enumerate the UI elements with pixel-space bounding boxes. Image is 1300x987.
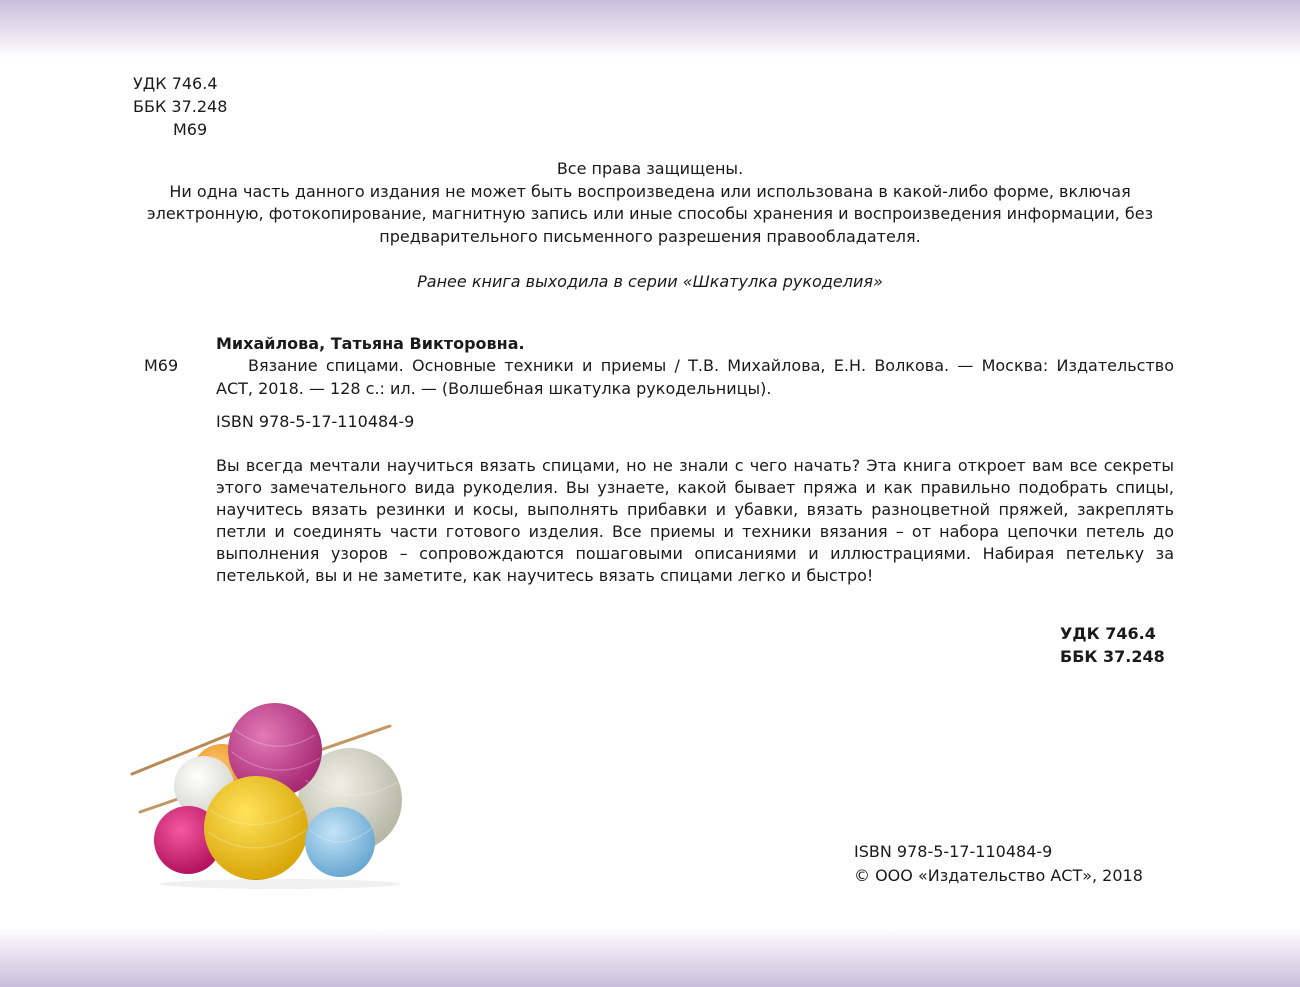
rights-line-2: Ни одна часть данного издания не может быть воспроизведена или использована в какой-либо форме, включая xyxy=(169,181,1131,201)
catalog-isbn: ISBN 978-5-17-110484-9 xyxy=(216,412,415,431)
yarn-balls-illustration xyxy=(130,690,410,890)
rights-line-4: предварительного письменного разрешения правообладателя. xyxy=(379,226,921,246)
rights-line-1: Все права защищены. xyxy=(556,159,744,178)
publisher-isbn: ISBN 978-5-17-110484-9 xyxy=(854,842,1053,861)
series-note: Ранее книга выходила в серии «Шкатулка рукоделия» xyxy=(417,272,883,291)
publisher-info xyxy=(854,840,1143,888)
classification-codes-top xyxy=(133,72,227,141)
top-decorative-band xyxy=(0,0,1300,58)
bbk-code-bottom: ББК 37.248 xyxy=(1060,647,1165,666)
rights-line-3: электронную, фотокопирование, магнитную запись или иные способы хранения и воспроизведения информации, без xyxy=(146,204,1154,223)
classification-codes-bottom xyxy=(1060,622,1165,668)
udk-code-bottom: УДК 746.4 xyxy=(1060,624,1156,643)
catalog-author: Михайлова, Татьяна Викторовна. xyxy=(216,334,525,353)
bbk-code: ББК 37.248 xyxy=(133,97,228,116)
catalog-code: М69 xyxy=(144,356,179,375)
catalog-description: Вязание спицами. Основные техники и приемы / Т.В. Михайлова, Е.Н. Волкова. — Москва: Издательство АСТ, 2018. — 128 с.: ил. — (Волшебная шкатулка рукодельницы). xyxy=(216,356,1174,398)
udk-code: УДК 746.4 xyxy=(133,74,218,93)
author-sign: М69 xyxy=(173,120,208,139)
rights-notice xyxy=(100,158,1200,248)
bottom-decorative-band xyxy=(0,928,1300,987)
yarn-ball-yellow xyxy=(204,776,308,880)
publisher-copyright: © ООО «Издательство АСТ», 2018 xyxy=(854,866,1143,885)
annotation: Вы всегда мечтали научиться вязать спицами, но не знали с чего начать? Эта книга откроет вам все секреты этого замечательного вида рукоделия. Вы узнаете, какой бывает пряжа и как правильно подобрать спицы, научитесь вязать резинки и косы, выполнять прибавки и убавки, вязать разноцветной пряжей, закреплять петли и соединять части готового изделия. Все приемы и техники вязания – от набора цепочки петель до выполнения узоров – сопровождаются пошаговыми описаниями и иллюстрациями. Набирая петельку за петелькой, вы и не заметите, как научитесь вязать спицами легко и быстро! xyxy=(216,456,1174,585)
